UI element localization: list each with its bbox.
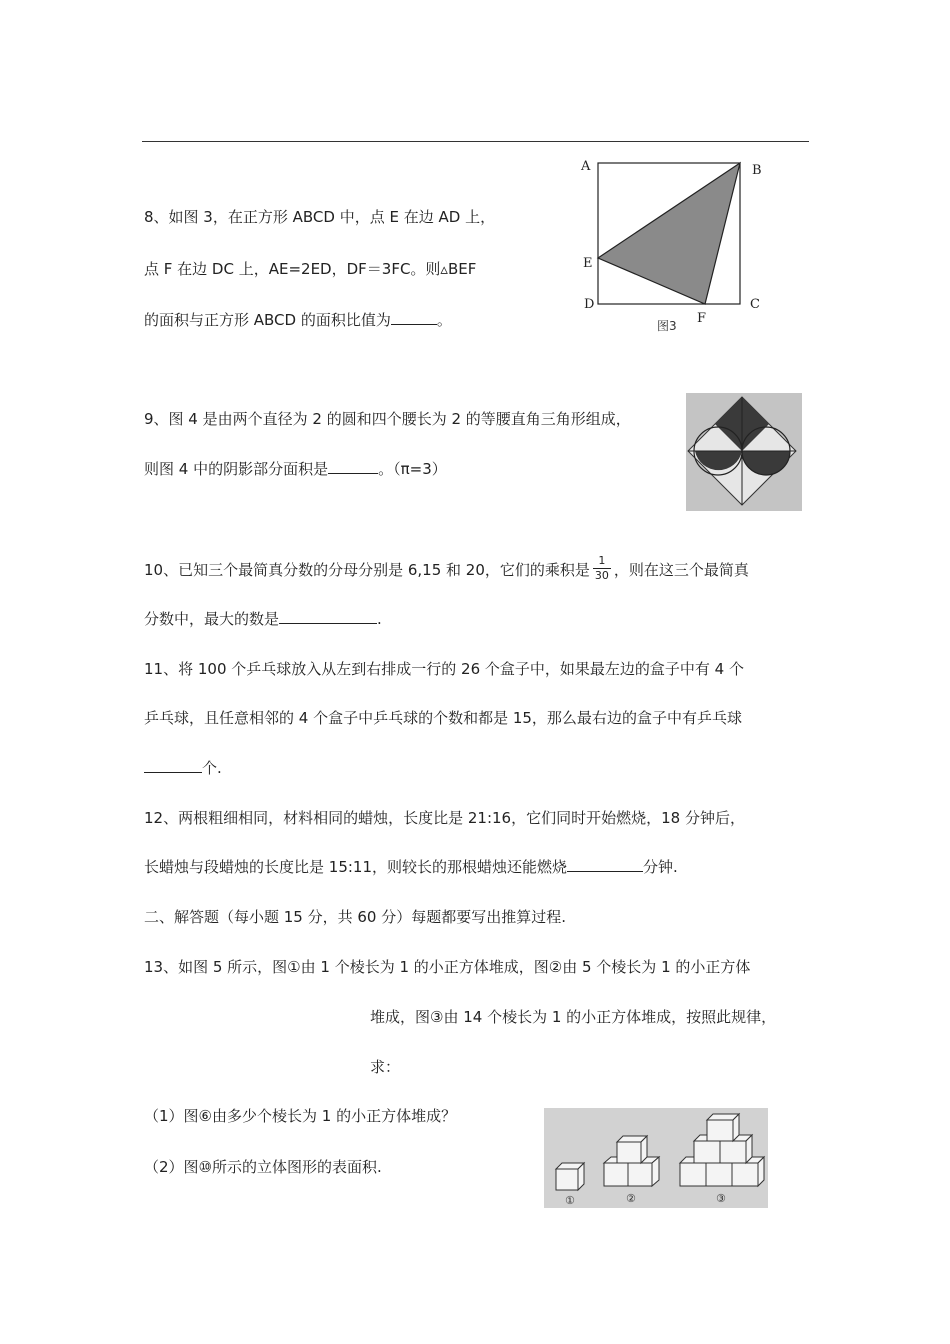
q9-line-1: 9、图 4 是由两个直径为 2 的圆和四个腰长为 2 的等腰直角三角形组成， (144, 410, 631, 428)
q12-line-2-text: 长蜡烛与段蜡烛的长度比是 15:11，则较长的那根蜡烛还能燃烧 (144, 858, 567, 876)
q8-line-1: 8、如图 3，在正方形 ABCD 中，点 E 在边 AD 上， (144, 208, 496, 226)
figure-5-cube-stacks (544, 1108, 768, 1208)
figure-5-label-3: ③ (716, 1192, 726, 1205)
q10-line-1 (144, 556, 749, 585)
label-a: A (581, 159, 591, 174)
q13-line-3: 求： (370, 1058, 401, 1076)
q10-line-2-end: . (377, 610, 382, 628)
label-b: B (752, 163, 762, 178)
q8-line-2: 点 F 在边 DC 上，AE=2ED，DF＝3FC。则▵BEF (144, 260, 477, 278)
figure-3-caption: 图3 (657, 319, 677, 333)
q11-line-1: 11、将 100 个乒乓球放入从左到右排成一行的 26 个盒子中，如果最左边的盒子中有 4 个 (144, 660, 744, 678)
q12-answer-blank (567, 857, 643, 872)
q12-line-2-end: 分钟. (643, 858, 678, 876)
q10-line-1-start: 10、已知三个最简真分数的分母分别是 6,15 和 20，它们的乘积是 (144, 561, 590, 579)
q10-fraction (593, 554, 611, 583)
section-2-heading: 二、解答题（每小题 15 分，共 60 分）每题都要写出推算过程. (144, 908, 567, 926)
label-c: C (750, 297, 760, 312)
q13-line-2: 堆成，图③由 14 个棱长为 1 的小正方体堆成，按照此规律， (370, 1008, 777, 1026)
fraction-numerator: 1 (593, 554, 611, 569)
q8-line-3-text: 的面积与正方形 ABCD 的面积比值为 (144, 311, 391, 329)
q9-line-2-text: 则图 4 中的阴影部分面积是 (144, 460, 329, 478)
q11-line-3 (144, 757, 222, 778)
label-d: D (584, 297, 595, 312)
q13-part-2: （2）图⑩所示的立体图形的表面积. (144, 1158, 382, 1176)
q10-line-2 (144, 608, 382, 629)
q12-line-1: 12、两根粗细相同，材料相同的蜡烛，长度比是 21:16，它们同时开始燃烧，18 分钟后， (144, 809, 745, 827)
q8-answer-blank (391, 310, 437, 325)
figure-4-circles-diagram (686, 393, 802, 511)
q12-line-2 (144, 856, 678, 877)
figure-3-square-diagram (575, 150, 775, 340)
q9-line-2 (144, 458, 447, 479)
triangle-bef (598, 163, 740, 304)
header-rule (142, 141, 809, 142)
q10-line-1-end: ，则在这三个最简真 (613, 561, 749, 579)
q10-line-2-text: 分数中，最大的数是 (144, 610, 280, 628)
q13-part-1: （1）图⑥由多少个棱长为 1 的小正方体堆成？ (144, 1107, 457, 1125)
cube-stack-1 (556, 1163, 584, 1190)
q11-line-3-end: 个. (202, 759, 222, 777)
q9-answer-blank (328, 459, 378, 474)
label-f: F (697, 311, 707, 326)
label-e: E (583, 256, 593, 271)
q13-line-1: 13、如图 5 所示，图①由 1 个棱长为 1 的小正方体堆成，图②由 5 个棱长为 1 的小正方体 (144, 958, 751, 976)
q9-line-2-end: 。（π=3） (378, 460, 447, 478)
q10-answer-blank (279, 609, 377, 624)
figure-5-label-1: ① (565, 1194, 575, 1207)
q11-answer-blank (144, 758, 202, 773)
q8-line-3 (144, 309, 452, 330)
q8-line-3-end: 。 (436, 311, 452, 329)
q11-line-2: 乒乓球，且任意相邻的 4 个盒子中乒乓球的个数和都是 15，那么最右边的盒子中有乒乓球 (144, 709, 742, 727)
figure-5-label-2: ② (626, 1192, 636, 1205)
fraction-denominator: 30 (594, 569, 609, 582)
